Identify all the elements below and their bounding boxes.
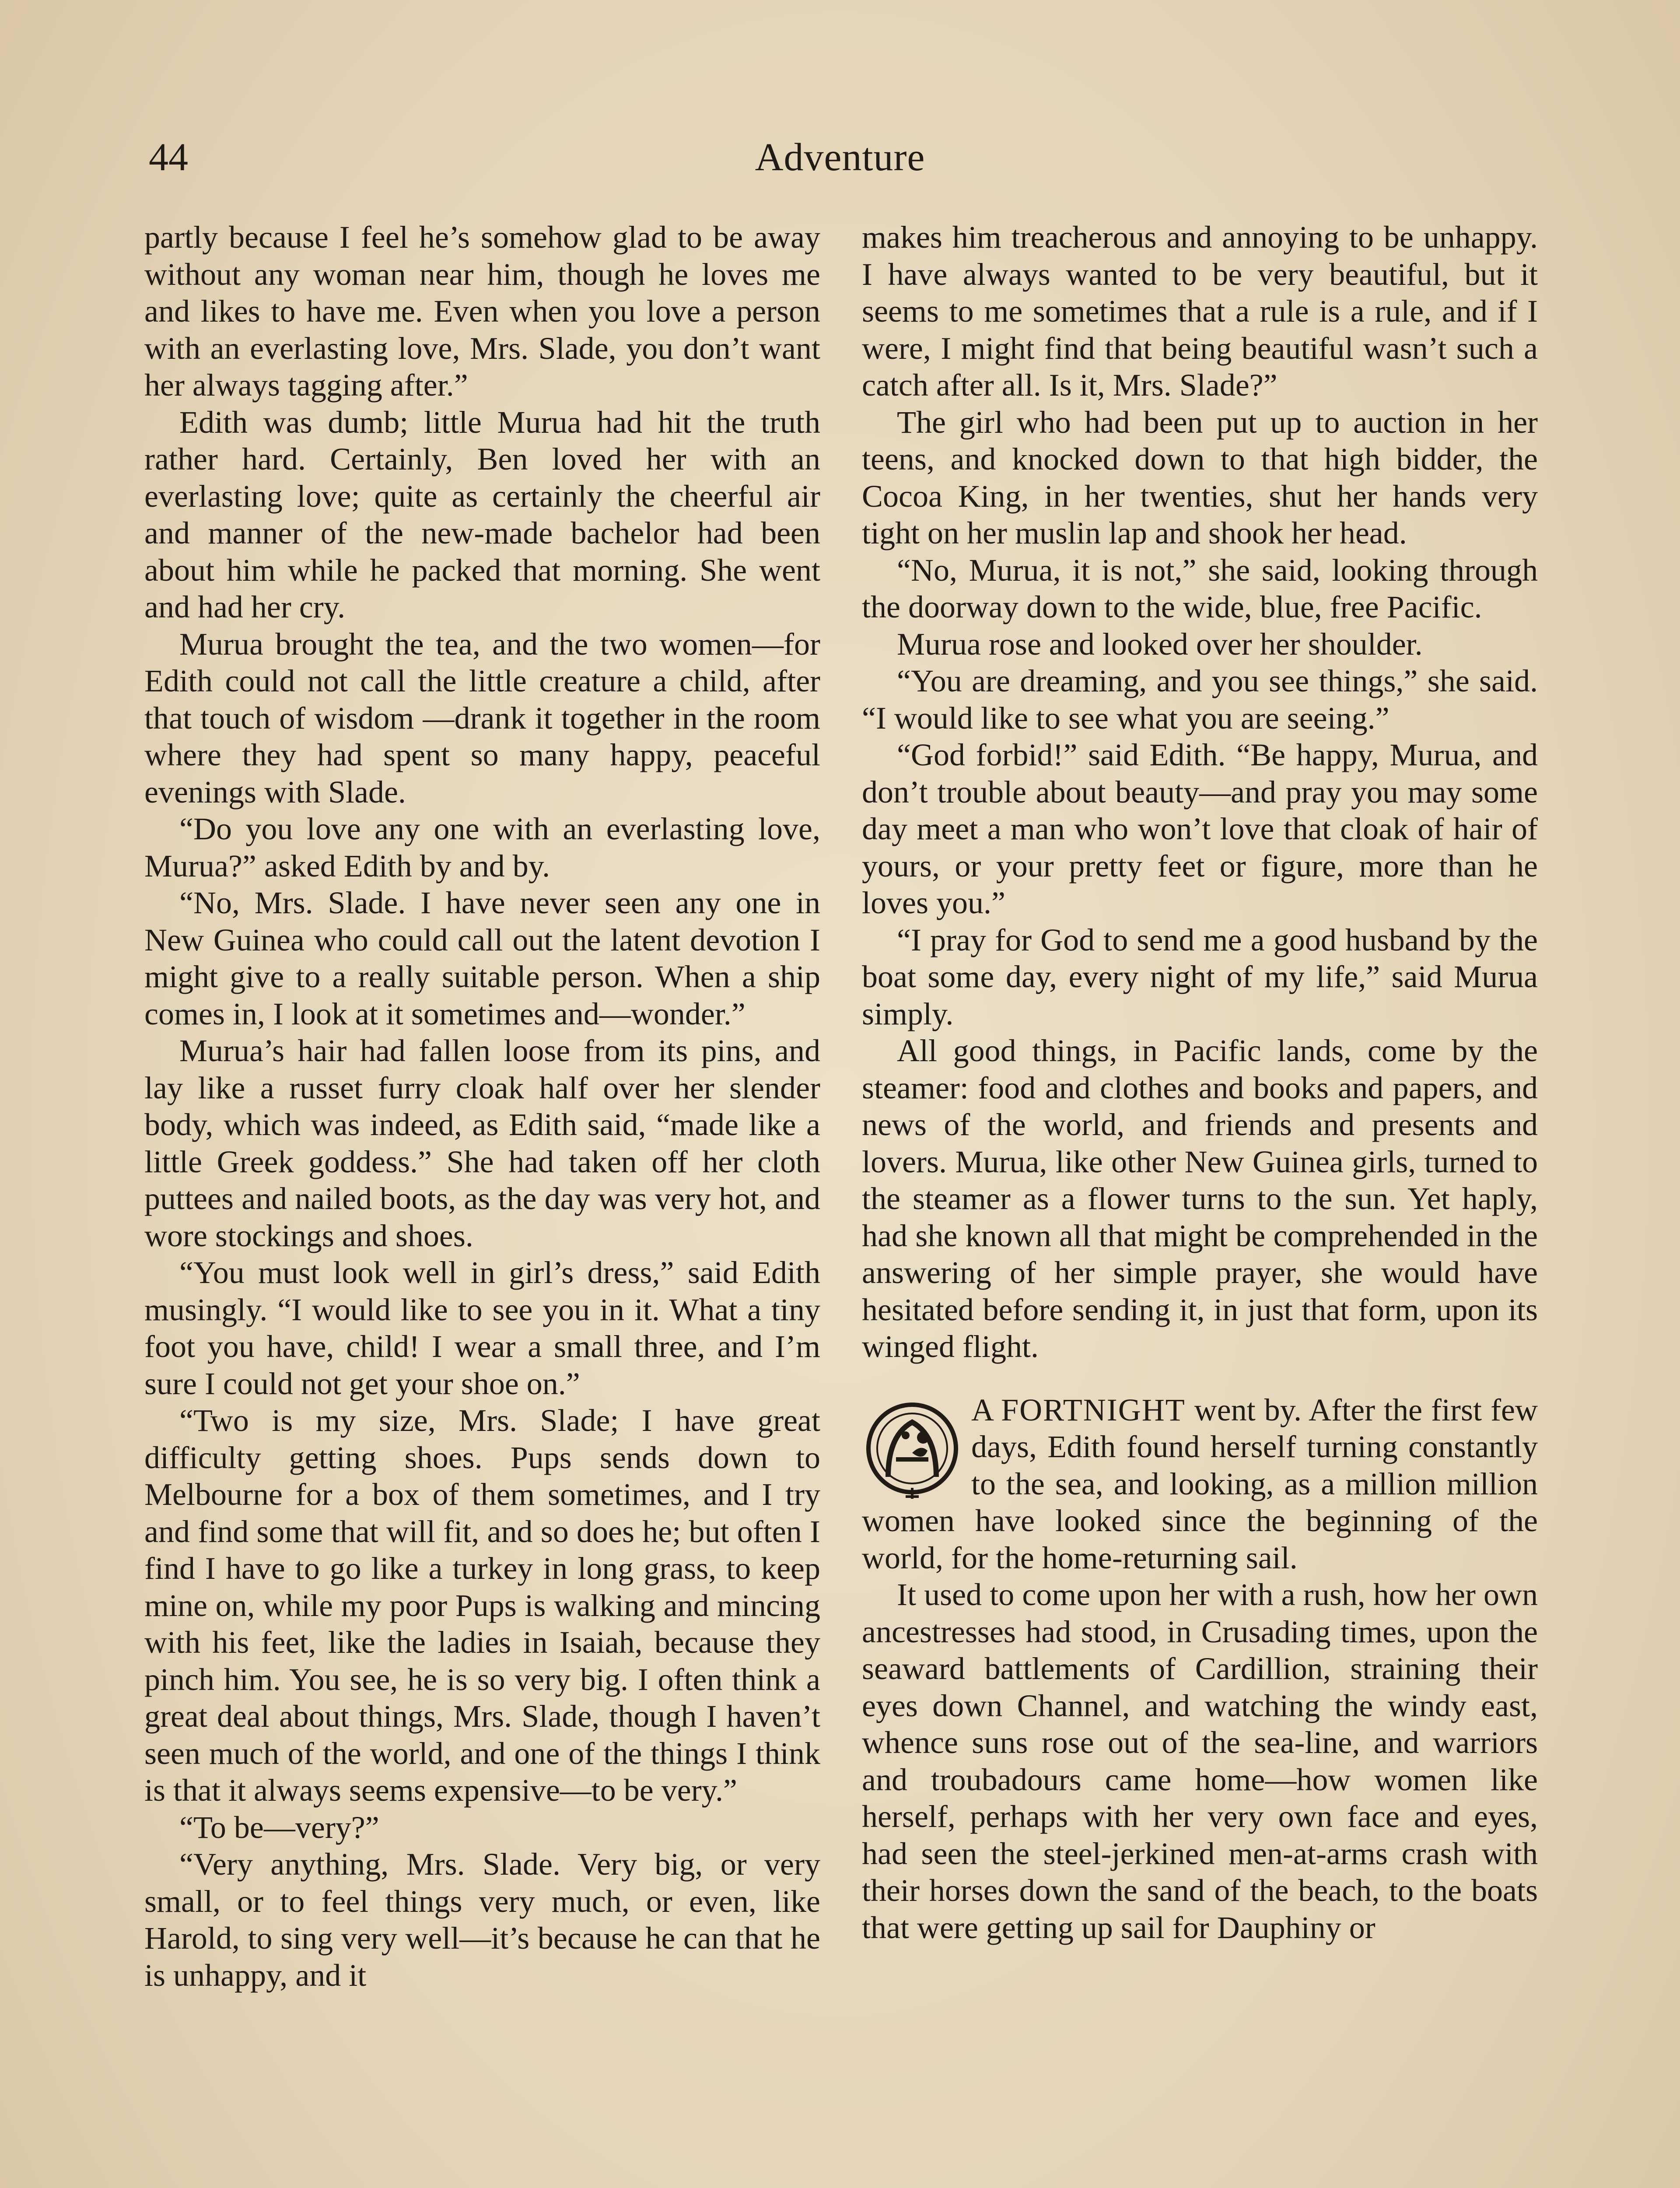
paragraph: “Two is my size, Mrs. Slade; I have great difficulty getting shoes. Pups sends down to Melbourne for a box of them sometimes, and I try and find some that will fit, and so does he; but often I find I have to go like a turkey in long grass, to keep mine on, while my poor Pups is walking and mincing with his feet, like the ladies in Isaiah, because they pinch him. You see, he is so very big. I often think a great deal about things, Mrs. Slade, though I haven’t seen much of the world, and one of the things I think is that it always seems expensive—to be very.” bbox=[144, 1403, 820, 1808]
page-number: 44 bbox=[149, 136, 188, 179]
paragraph: “You are dreaming, and you see things,” she said. “I would like to see what you are seeing.” bbox=[862, 663, 1538, 736]
paragraph: It used to come upon her with a rush, how her own ancestresses had stood, in Crusading times, upon the seaward battlements of Cardillion, straining their eyes down Channel, and watching the windy east, whence suns rose out of the sea-line, and warriors and troubadours came home—how women like herself, perhaps with her very own face and eyes, had seen the steel-jerkined men-at-arms crash with their horses down the sand of the beach, to the boats that were getting up sail for Dauphiny or bbox=[862, 1577, 1538, 1945]
paragraph: partly because I feel he’s somehow glad to be away without any woman near him, though he loves me and likes to have me. Even when you love a person with an everlasting love, Mrs. Slade, you don’t want her always tagging after.” bbox=[144, 220, 820, 403]
paragraph: Murua brought the tea, and the two women—for Edith could not call the little creature a child, after that touch of wisdom —drank it together in the room where they had spent so many happy, peaceful evenings with Slade. bbox=[144, 626, 820, 810]
paragraph: Murua rose and looked over her shoulder. bbox=[897, 626, 1423, 662]
running-head: Adventure bbox=[755, 136, 925, 179]
paragraph: “I pray for God to send me a good husband by the boat some day, every night of my life,” said Murua simply. bbox=[862, 922, 1538, 1031]
paragraph: “You must look well in girl’s dress,” said Edith musingly. “I would like to see you in it. What a tiny foot you have, child! I wear a small three, and I’m sure I could not get your shoe on.” bbox=[144, 1255, 820, 1401]
paragraph: The girl who had been put up to auction in her teens, and knocked down to that high bidder, the Cocoa King, in her twenties, shut her hands very tight on her muslin lap and shook her head. bbox=[862, 404, 1538, 551]
section-text: went by. After the first few days, Edith found herself turning constantly to the sea, and looking, as a million million women have looked since the beginning of the world, for the home-returning sail. bbox=[862, 1392, 1538, 1575]
right-column bbox=[862, 219, 1538, 1946]
paragraph: “Very anything, Mrs. Slade. Very big, or very small, or to feel things very much, or even, like Harold, to sing very well—it’s because he can that he is unhappy, and it bbox=[144, 1847, 820, 1993]
paragraph: “God forbid!” said Edith. “Be happy, Murua, and don’t trouble about beauty—and pray you may some day meet a man who won’t love that cloak of hair of yours, or your pretty feet or figure, more than he loves you.” bbox=[862, 737, 1538, 920]
section-opening-paragraph bbox=[862, 1392, 1538, 1577]
paragraph: “No, Murua, it is not,” she said, looking through the doorway down to the wide, blue, free Pacific. bbox=[862, 552, 1538, 624]
paragraph: All good things, in Pacific lands, come by the steamer: food and clothes and books and papers, and news of the world, and friends and presents and lovers. Murua, like other New Guinea girls, turned to the steamer as a flower turns to the sun. Yet haply, had she known all that might be comprehended in the answering of her simple prayer, she would have hesitated before sending it, in just that form, upon its winged flight. bbox=[862, 1033, 1538, 1364]
paragraph: “Do you love any one with an everlasting love, Murua?” asked Edith by and by. bbox=[144, 811, 820, 884]
page-header bbox=[149, 131, 1531, 184]
ornamental-dropcap-icon bbox=[862, 1396, 962, 1501]
paragraph: makes him treacherous and annoying to be unhappy. I have always wanted to be very beautiful, but it seems to me sometimes that a rule is a rule, and if I were, I might find that being beautiful wasn’t such a catch after all. Is it, Mrs. Slade?” bbox=[862, 220, 1538, 403]
left-column bbox=[144, 219, 820, 1994]
paragraph: “No, Mrs. Slade. I have never seen any one in New Guinea who could call out the latent devotion I might give to a really suitable person. When a ship comes in, I look at it sometimes and—wonder.” bbox=[144, 885, 820, 1031]
paragraph: Murua’s hair had fallen loose from its pins, and lay like a russet furry cloak half over her slender body, which was indeed, as Edith said, “made like a little Greek goddess.” She had taken off her cloth puttees and nailed boots, as the day was very hot, and wore stockings and shoes. bbox=[144, 1033, 820, 1253]
paragraph: Edith was dumb; little Murua had hit the truth rather hard. Certainly, Ben loved her with an everlasting love; quite as certainly the cheerful air and manner of the new-made bachelor had been about him while he packed that morning. She went and had her cry. bbox=[144, 404, 820, 624]
dropcap-letter: A bbox=[971, 1392, 993, 1427]
paragraph: “To be—very?” bbox=[179, 1809, 379, 1845]
section-lead-word: FORTNIGHT bbox=[1001, 1392, 1186, 1427]
